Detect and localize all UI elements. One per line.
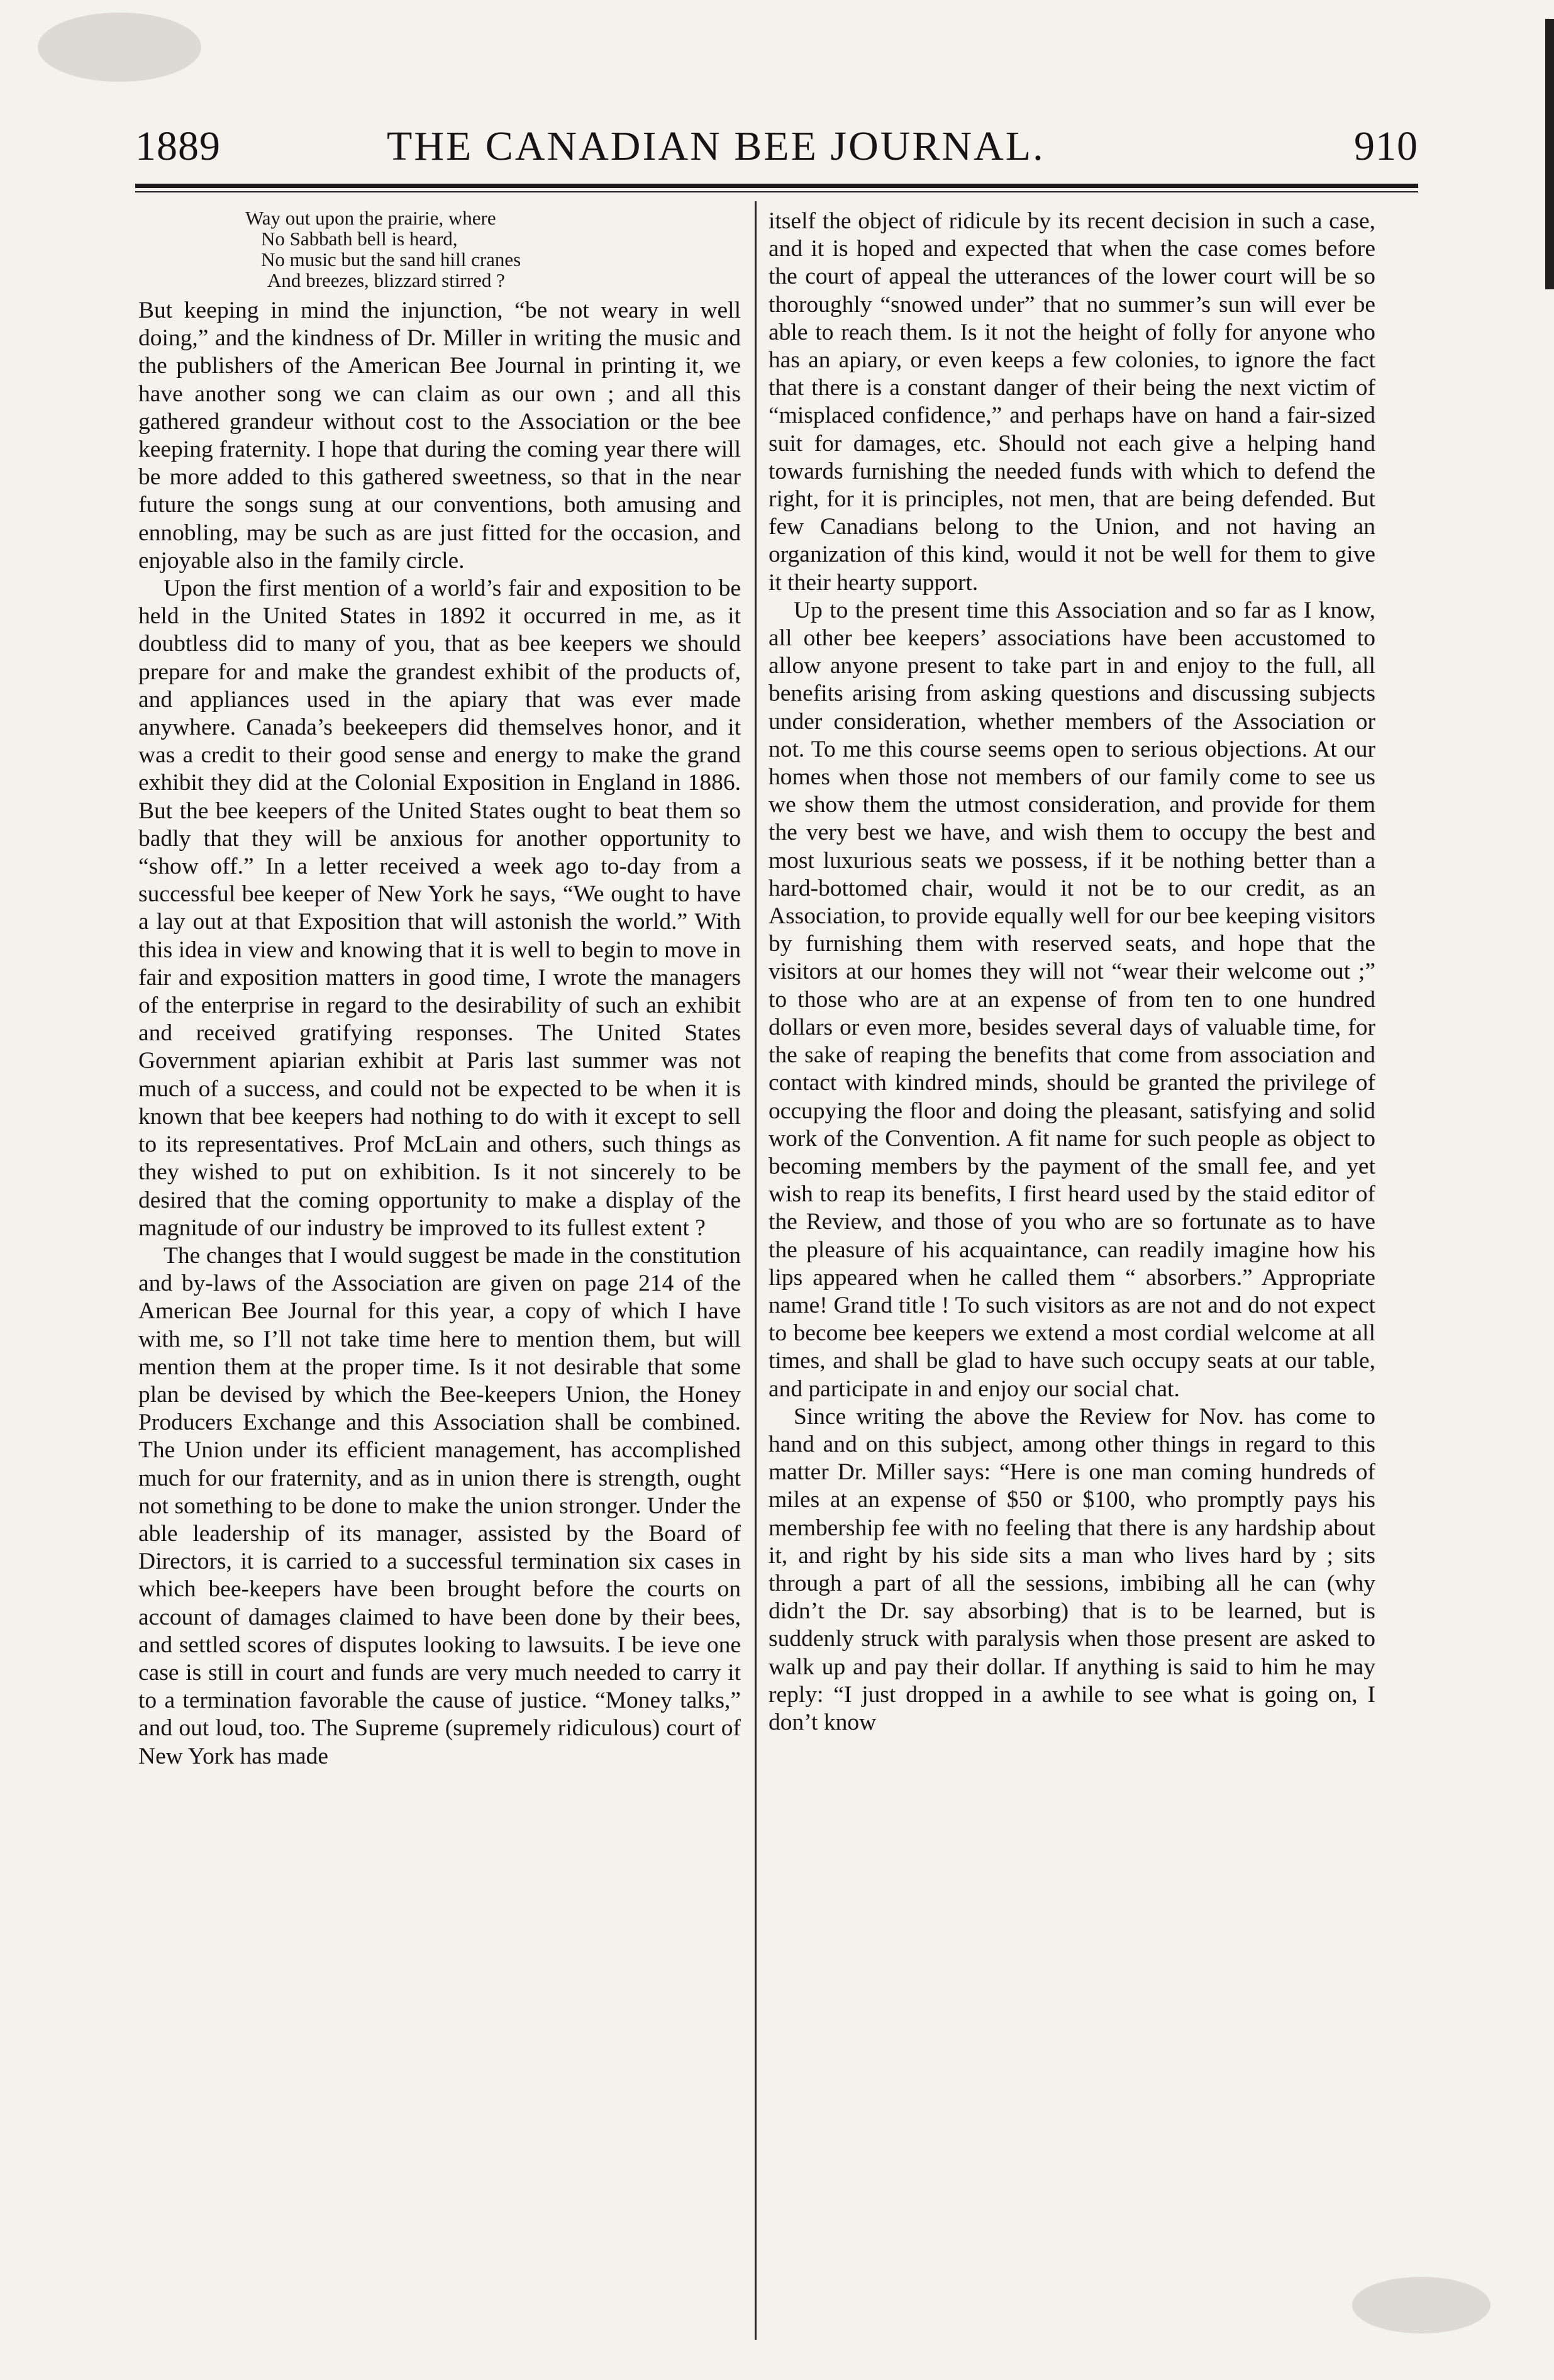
journal-title: THE CANADIAN BEE JOURNAL. bbox=[387, 123, 1045, 169]
page-number: 910 bbox=[1354, 123, 1418, 169]
poem-line: Way out upon the prairie, where bbox=[245, 208, 496, 229]
paragraph: Upon the first mention of a world’s fair and exposition to be held in the United States in 1892 it occurred in me, as it doubtless did to many of you, that as bee keepers we should prepare for and make the grandest exhibit of the products of, and appliances used in the apiary that was ever made anywhere. Canada’s beekeepers did themselves honor, and it was a credit to their good sense and energy to make the grand exhibit they did at the Colonial Exposition in England in 1886. But the bee keepers of the United States ought to beat them so badly that they will be anxious for another opportunity to “show off.” In a letter received a week ago to-day from a successful bee keeper of New York he says, “We ought to have a lay out at that Exposition that will astonish the world.” With this idea in view and knowing that it is well to begin to move in fair and exposition matters in good time, I wrote the managers of the enterprise in regard to the desirability of such an exhibit and received gratifying responses. The United States Government apiarian exhibit at Paris last summer was not much of a success, and could not be expected to be when it is known that bee keepers had nothing to do with it except to sell to its representatives. Prof McLain and others, such things as they wished to put on exhibition. Is it not sincerely to be desired that the coming opportunity to make a display of the magnitude of our industry be improved to its fullest extent ? bbox=[138, 576, 741, 1241]
paragraph: Since writing the above the Review for Nov. has come to hand and on this subject, among other things in regard to this matter Dr. Miller says: “Here is one man coming hundreds of miles at an expense of $50 or $100, who promptly pays his membership fee with no feeling that there is any hardship about it, and right by his side sits a man who lives hard by ; sits through a part of all the sessions, imbibing all he can (why didn’t the Dr. say absorbing) that is to be learned, but is suddenly struck with paralysis when those present are asked to walk up and pay their dollar. If anything is said to him he may reply: “I just dropped in a awhile to see what is going on, I don’t know bbox=[769, 1403, 1375, 1735]
poem-stanza bbox=[138, 208, 741, 291]
right-column bbox=[769, 208, 1375, 2333]
paper-stain bbox=[38, 13, 201, 82]
poem-line: And breezes, blizzard stirred ? bbox=[267, 269, 505, 291]
left-column bbox=[138, 208, 741, 2333]
paragraph: itself the object of ridicule by its recent decision in such a case, and it is hoped and expected that when the case comes before the court of appeal the utterances of the lower court will be so thoroughly “snowed under” that no summer’s sun will ever be able to reach them. Is it not the height of folly for anyone who has an apiary, or even keeps a few colonies, to ignore the fact that there is a constant danger of their being the next victim of “misplaced confidence,” and perhaps have on hand a fair-sized suit for damages, etc. Should not each give a helping hand towards furnishing the needed funds with which to defend the right, for it is principles, not men, that are being defended. But few Canadians belong to the Union, and not having an organization of this kind, would it not be well for them to give it their hearty support. bbox=[769, 208, 1375, 596]
header-rule bbox=[135, 184, 1418, 188]
poem-line: No music but the sand hill cranes bbox=[261, 248, 521, 270]
paragraph: But keeping in mind the injunction, “be not weary in well doing,” and the kindness of Dr. Miller in writing the music and the publishers of the American Bee Journal in printing it, we have another song we can claim as our own ; and all this gathered grandeur without cost to the Association or the bee keeping fraternity. I hope that during the coming year there will be more added to this gathered sweetness, so that in the near future the songs sung at our conventions, both amusing and ennobling, may be such as are just fitted for the occasion, and enjoyable also in the family circle. bbox=[138, 298, 741, 574]
column-divider bbox=[755, 201, 757, 2340]
header-rule-thin bbox=[135, 191, 1418, 192]
page-header bbox=[135, 123, 1418, 192]
poem-line: No Sabbath bell is heard, bbox=[261, 228, 458, 250]
header-year: 1889 bbox=[135, 123, 221, 169]
paragraph: The changes that I would suggest be made in the constitution and by-laws of the Association are given on page 214 of the American Bee Journal for this year, a copy of which I have with me, so I’ll not take time here to mention them, but will mention them at the proper time. Is it not desirable that some plan be devised by which the Bee-keepers Union, the Honey Producers Exchange and this Association shall be combined. The Union under its efficient management, has accomplished much for our fraternity, and as in union there is strength, ought not something to be done to make the union stronger. Under the able leadership of its manager, assisted by the Board of Directors, it is carried to a successful termination six cases in which bee-keepers have been brought before the courts on account of damages claimed to have been done by their bees, and settled scores of disputes looking to lawsuits. I be ieve one case is still in court and funds are very much needed to carry it to a termination favorable the cause of justice. “Money talks,” and out loud, too. The Supreme (supremely ridiculous) court of New York has made bbox=[138, 1242, 741, 1769]
scan-edge-mark bbox=[1545, 19, 1554, 289]
paragraph: Up to the present time this Association and so far as I know, all other bee keepers’ associations have been accustomed to allow anyone present to take part in and enjoy to the full, all benefits arising from asking questions and discussing subjects under consideration, whether members of the Association or not. To me this course seems open to serious objections. At our homes when those not members of our family come to see us we show them the utmost consideration, and provide for them the very best we have, and wish them to occupy the best and most luxurious seats we possess, if it be nothing better than a hard-bottomed chair, would it not be to our credit, as an Association, to provide equally well for our bee keeping visitors by furnishing them with reserved seats, and hope that the visitors at our homes they will not “wear their welcome out ;” to those who are at an expense of from ten to one hundred dollars or even more, besides several days of valuable time, for the sake of reaping the benefits that come from association and contact with kindred minds, should be granted the privilege of occupying the floor and doing the pleasant, satisfying and solid work of the Convention. A fit name for such people as object to becoming members by the payment of the small fee, and yet wish to reap its benefits, I first heard used by the staid editor of the Review, and those of you who are so fortunate as to have the pleasure of his acquaintance, can readily imagine how his lips appeared when he called them “ absorbers.” Appropriate name! Grand title ! To such visitors as are not and do not expect to become bee keepers we extend a most cordial welcome at all times, and shall be glad to have such occupy seats at our table, and participate in and enjoy our social chat. bbox=[769, 597, 1375, 1402]
